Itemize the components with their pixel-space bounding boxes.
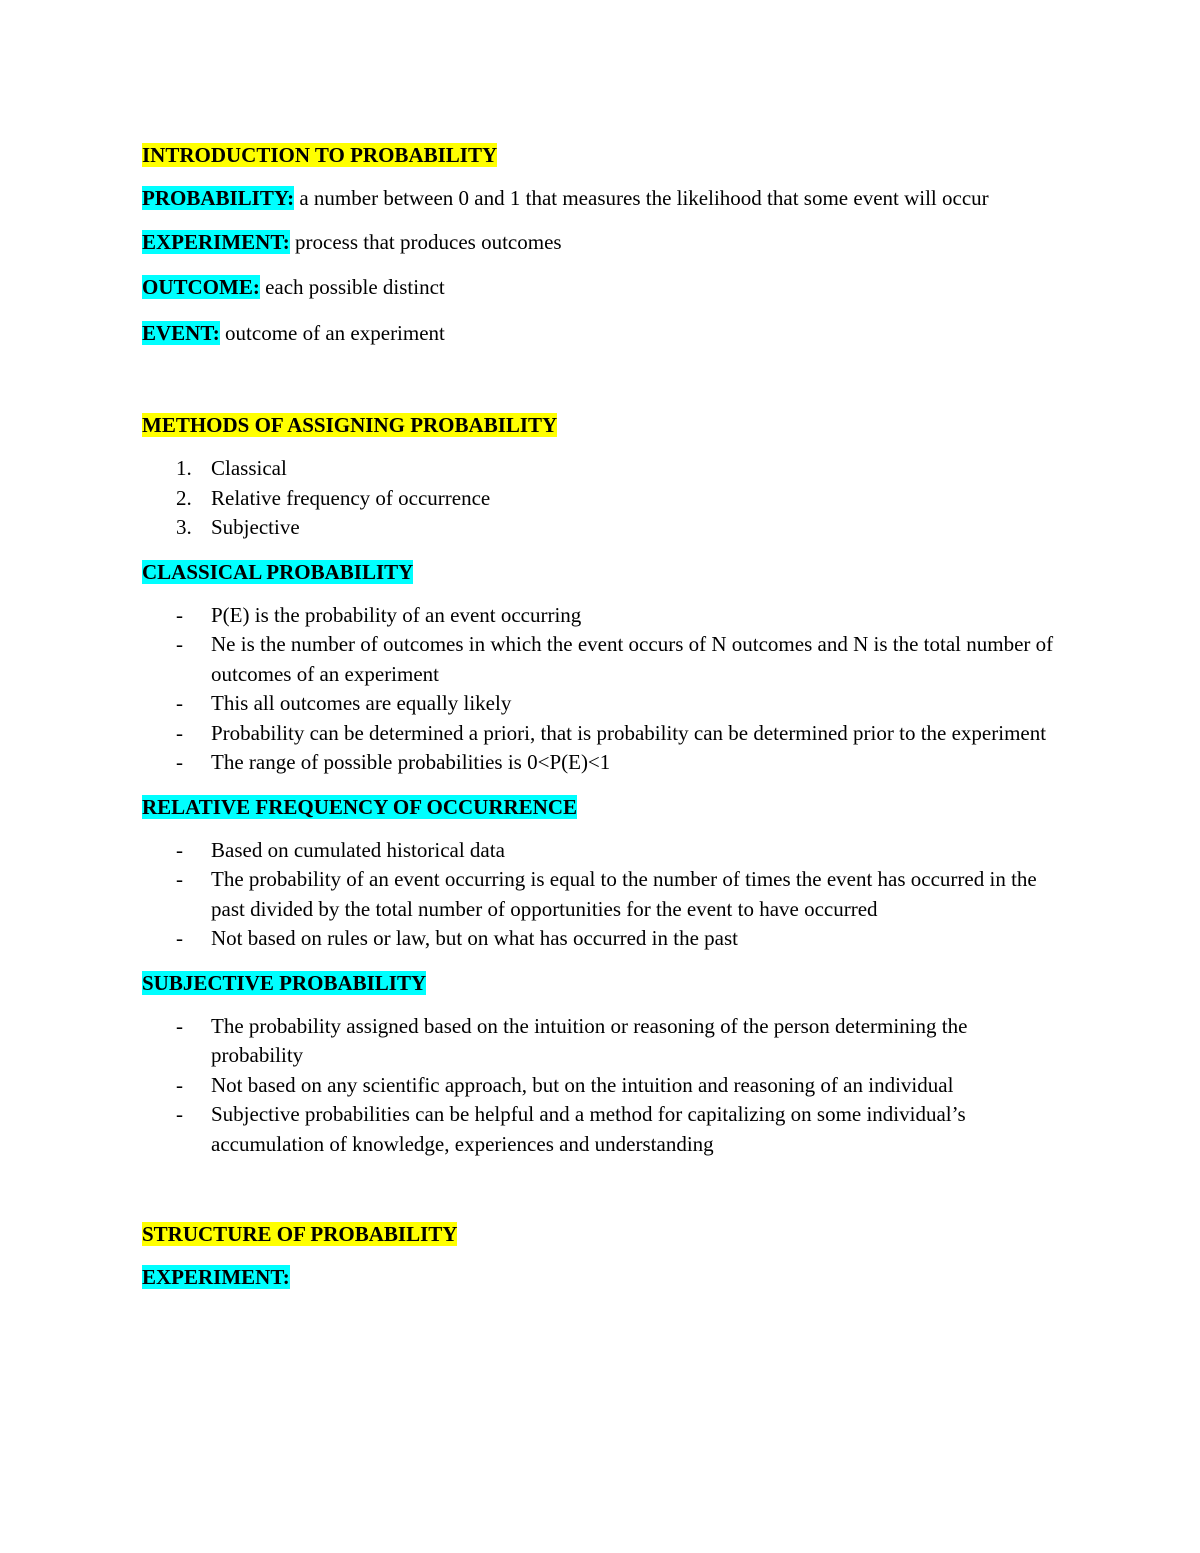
definition-term: EVENT: [142, 320, 220, 345]
intro-heading [142, 140, 1062, 170]
definition-probability [142, 184, 1062, 214]
subjective-list [142, 1012, 1062, 1160]
definition-outcome [142, 273, 1062, 303]
definition-experiment [142, 228, 1062, 258]
list-item: - Subjective probabilities can be helpful and a method for capitalizing on some individual’s accumulation of knowledge, experiences and understanding [176, 1102, 966, 1156]
definition-term: PROBABILITY: [142, 186, 295, 210]
list-item: 1. Classical [176, 456, 287, 480]
methods-heading [142, 410, 1062, 440]
methods-title: METHODS OF ASSIGNING PROBABILITY [142, 413, 558, 437]
document-page [142, 140, 1062, 1293]
definition-text: outcome of an experiment [219, 320, 445, 345]
methods-list [142, 454, 1062, 543]
relative-title: RELATIVE FREQUENCY OF OCCURRENCE [142, 794, 578, 819]
definition-text: each possible distinct [259, 275, 445, 299]
list-item: - This all outcomes are equally likely [176, 691, 512, 715]
list-item: - Not based on rules or law, but on what has occurred in the past [176, 926, 738, 950]
list-item: - Probability can be determined a priori, that is probability can be determined prior to the experiment [176, 720, 1047, 745]
list-item: - Not based on any scientific approach, but on the intuition and reasoning of an individual [176, 1072, 954, 1097]
list-item: - The range of possible probabilities is 0<P(E)<1 [176, 750, 611, 774]
list-item: - The probability of an event occurring is equal to the number of times the event has occurred in the past divided by the total number of opportunities for the event to have occurred [176, 867, 1037, 921]
relative-list [142, 836, 1062, 954]
intro-title: INTRODUCTION TO PROBABILITY [142, 143, 498, 167]
classical-list [142, 601, 1062, 778]
list-item: - Based on cumulated historical data [176, 837, 505, 862]
structure-title: STRUCTURE OF PROBABILITY [142, 1222, 458, 1246]
definition-text: a number between 0 and 1 that measures the likelihood that some event will occur [294, 186, 989, 210]
definition-term: EXPERIMENT: [142, 1265, 290, 1289]
classical-title: CLASSICAL PROBABILITY [142, 559, 414, 584]
definition-term: OUTCOME: [142, 275, 260, 299]
structure-experiment [142, 1263, 1062, 1293]
relative-heading [142, 792, 1062, 822]
list-item: - The probability assigned based on the intuition or reasoning of the person determining the probability [176, 1013, 968, 1067]
subjective-title: SUBJECTIVE PROBABILITY [142, 970, 427, 995]
definition-event [142, 319, 1062, 349]
classical-heading [142, 557, 1062, 587]
list-item: - P(E) is the probability of an event occurring [176, 602, 582, 627]
structure-heading [142, 1219, 1062, 1249]
list-item: 2. Relative frequency of occurrence [176, 485, 491, 510]
list-item: 3. Subjective [176, 515, 300, 539]
definition-term: EXPERIMENT: [142, 229, 290, 254]
subjective-heading [142, 968, 1062, 998]
list-item: - Ne is the number of outcomes in which the event occurs of N outcomes and N is the total number of outcomes of an experiment [176, 632, 1054, 686]
definition-text: process that produces outcomes [289, 229, 562, 254]
